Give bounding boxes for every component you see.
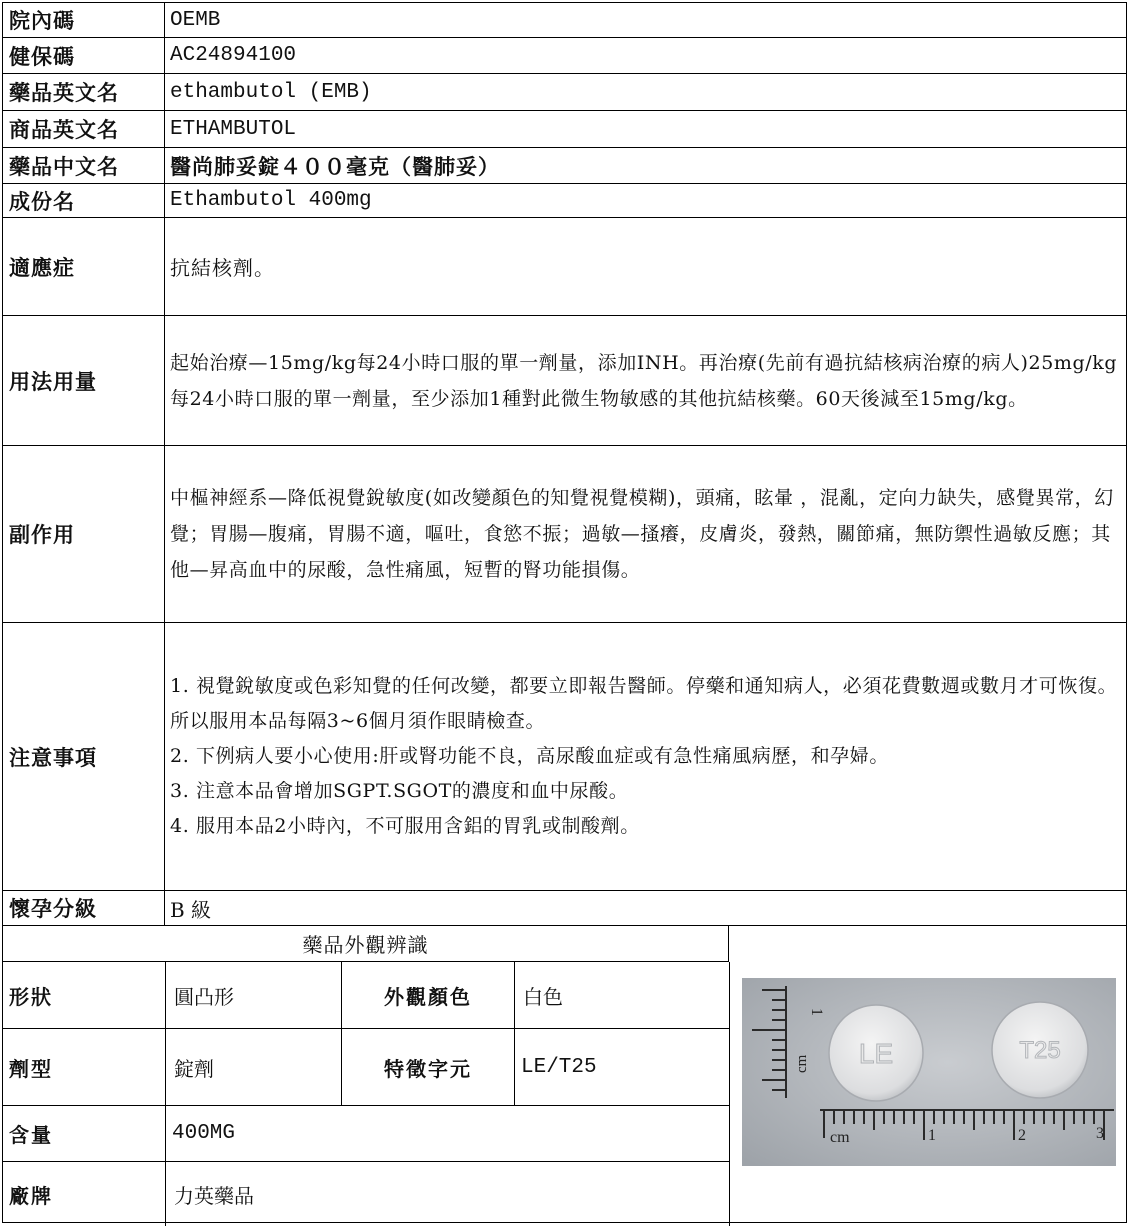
shape-label: 形狀	[3, 962, 166, 1029]
appearance-section	[3, 926, 1126, 1222]
color-label: 外觀顏色	[342, 962, 515, 1029]
maker-value: 力英藥品	[166, 1162, 730, 1226]
shape-value: 圓凸形	[166, 962, 342, 1029]
row-ingredient	[3, 184, 1126, 218]
precautions-list	[170, 669, 1120, 844]
ruler-mark-1: 1	[928, 1127, 936, 1144]
ingredient-label: 成份名	[3, 184, 165, 217]
brand-name-value: ETHAMBUTOL	[170, 117, 297, 141]
drug-info-sheet	[2, 2, 1127, 1223]
precautions-label: 注意事項	[3, 623, 165, 890]
marking-label: 特徵字元	[342, 1029, 515, 1106]
chinese-name-label: 藥品中文名	[3, 148, 165, 183]
hospital-code-label: 院內碼	[3, 3, 165, 37]
row-insurance-code	[3, 38, 1126, 74]
form-label: 劑型	[3, 1029, 166, 1106]
precaution-item: 1. 視覺銳敏度或色彩知覺的任何改變，都要立即報告醫師。停藥和通知病人，必須花費數週或數月才可恢復。所以服用本品每隔3~6個月須作眼睛檢查。	[170, 675, 1118, 732]
ruler-mark-3: 3	[1096, 1125, 1104, 1142]
indication-value: 抗結核劑。	[170, 256, 275, 280]
insurance-code-label: 健保碼	[3, 38, 165, 73]
tablet-left-imprint: LE	[858, 1038, 894, 1069]
chinese-name-value: 醫尚肺妥錠４００毫克（醫肺妥）	[170, 153, 500, 179]
side-effects-value	[166, 446, 1126, 622]
tablet-photo-cell	[730, 926, 1126, 1222]
english-name-value: ethambutol (EMB)	[170, 80, 372, 104]
row-dosage	[3, 316, 1126, 446]
dosage-value	[166, 316, 1126, 445]
row-brand-name	[3, 111, 1126, 148]
ruler-unit: cm	[830, 1129, 850, 1146]
precaution-item: 4. 服用本品2小時內，不可服用含鋁的胃乳或制酸劑。	[170, 815, 640, 837]
tablet-right-imprint: T25	[1019, 1037, 1061, 1064]
dosage-text: 起始治療—15mg/kg每24小時口服的單一劑量，添加INH。再治療(先前有過抗結核病治療的病人)25mg/kg每24小時口服的單一劑量，至少添加1種對此微生物敏感的其他抗結核藥。60天後減至15mg/kg。	[170, 351, 1118, 410]
form-value: 錠劑	[166, 1029, 342, 1106]
maker-label: 廠牌	[3, 1162, 166, 1226]
row-indication	[3, 218, 1126, 316]
pregnancy-label: 懷孕分級	[3, 891, 165, 925]
ingredient-value: Ethambutol 400mg	[170, 189, 372, 212]
indication-label: 適應症	[3, 218, 165, 315]
color-value: 白色	[515, 962, 730, 1029]
appearance-title: 藥品外觀辨識	[3, 926, 729, 962]
precautions-value	[166, 623, 1126, 890]
ruler-side-mark: 1	[808, 1008, 825, 1016]
side-effects-text: 中樞神經系—降低視覺銳敏度(如改變顏色的知覺視覺模糊)，頭痛，眩暈 ，混亂，定向力缺失，感覺異常，幻覺；胃腸—腹痛，胃腸不適，嘔吐，食慾不振；過敏—搔癢，皮膚炎，發熱，關節痛，無防禦性過敏反應；其他—昇高血中的尿酸，急性痛風，短暫的腎功能損傷。	[170, 487, 1114, 581]
strength-value: 400MG	[166, 1106, 730, 1162]
row-hospital-code	[3, 3, 1126, 38]
pregnancy-value: B 級	[170, 897, 212, 922]
row-english-name	[3, 74, 1126, 111]
dosage-label: 用法用量	[3, 316, 165, 445]
row-chinese-name	[3, 148, 1126, 184]
ruler-mark-2: 2	[1018, 1127, 1026, 1144]
insurance-code-value: AC24894100	[170, 44, 297, 67]
english-name-label: 藥品英文名	[3, 74, 165, 110]
row-side-effects	[3, 446, 1126, 623]
precaution-item: 3. 注意本品會增加SGPT.SGOT的濃度和血中尿酸。	[170, 780, 629, 802]
brand-name-label: 商品英文名	[3, 111, 165, 147]
strength-label: 含量	[3, 1106, 166, 1162]
marking-value: LE/T25	[515, 1029, 730, 1106]
precaution-item: 2. 下例病人要小心使用:肝或腎功能不良，高尿酸血症或有急性痛風病歷，和孕婦。	[170, 745, 889, 767]
ruler-unit-vertical: cm	[794, 1054, 810, 1073]
hospital-code-value: OEMB	[170, 8, 221, 32]
side-effects-label: 副作用	[3, 446, 165, 622]
row-pregnancy	[3, 891, 1126, 926]
tablet-photo	[742, 978, 1116, 1166]
row-precautions	[3, 623, 1126, 891]
